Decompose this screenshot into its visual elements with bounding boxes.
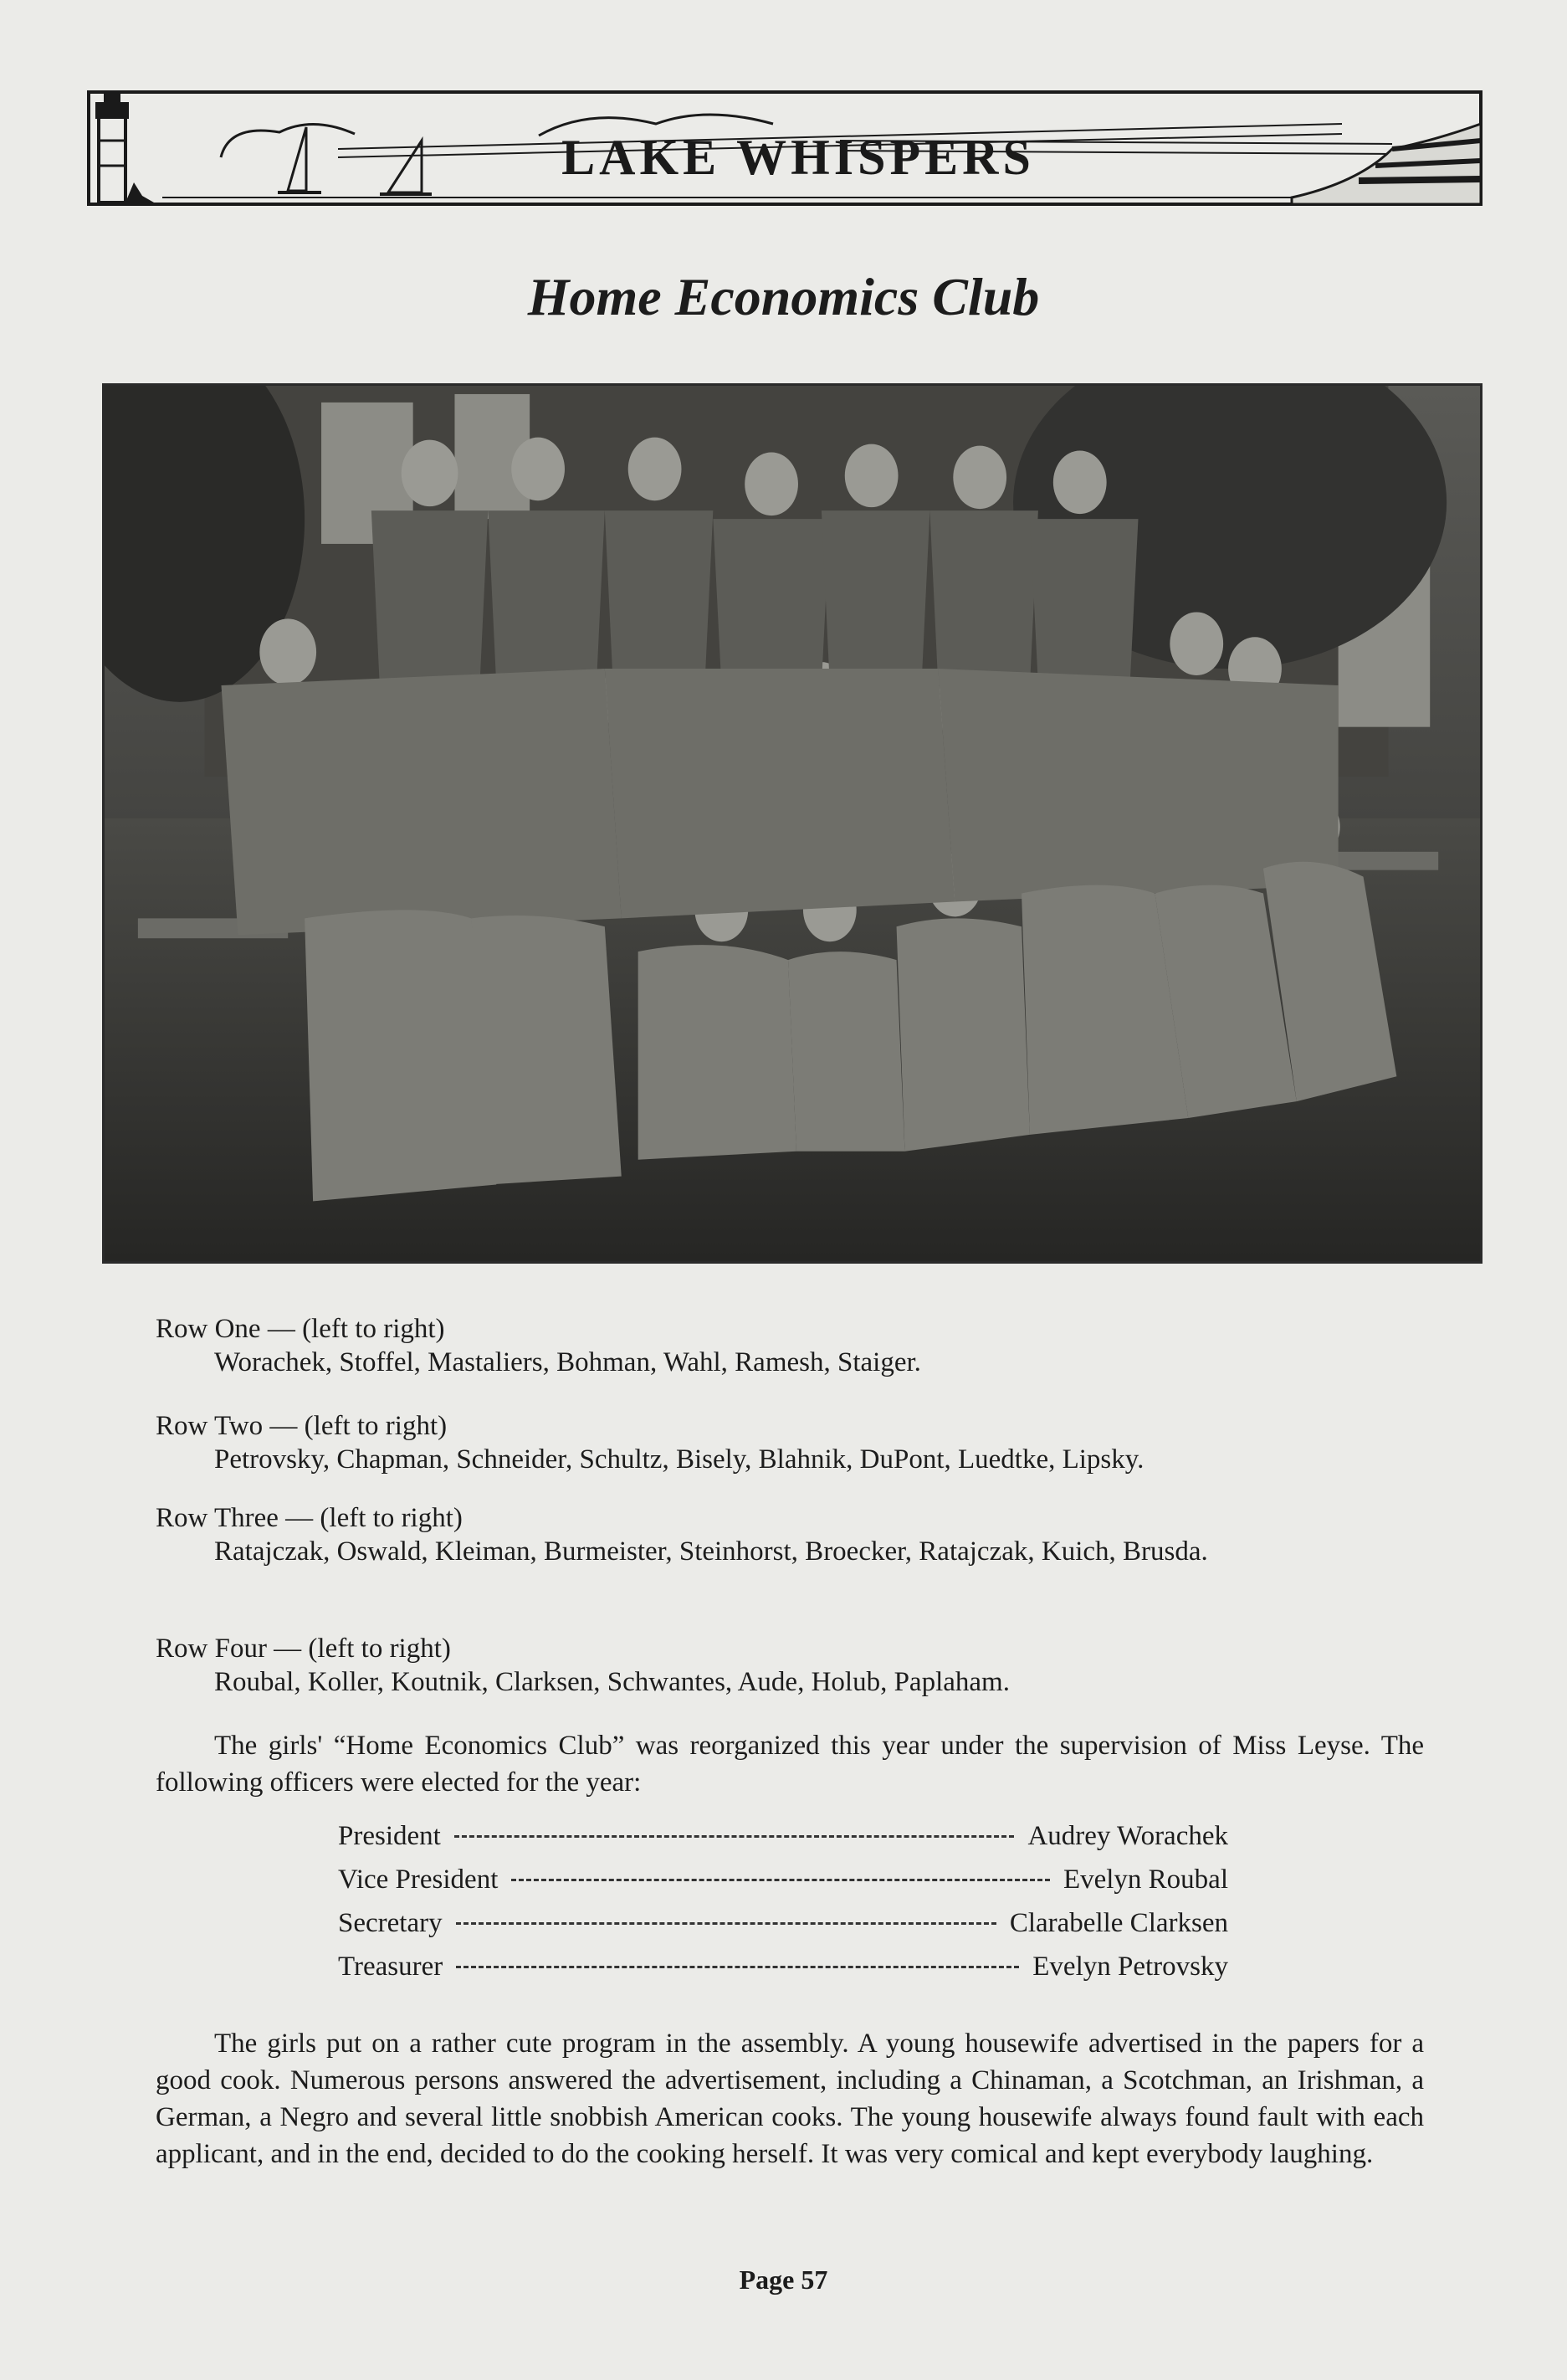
officer-row (338, 1821, 1228, 1865)
page-number: Page 57 (739, 2265, 828, 2295)
row-heading: Row Three — (left to right) (156, 1503, 463, 1533)
officer-row (338, 1908, 1228, 1952)
dotted-leader (456, 1922, 996, 1925)
dotted-leader (456, 1966, 1019, 1968)
officer-title: Treasurer (338, 1952, 443, 1982)
officer-title: President (338, 1821, 441, 1851)
row-heading: Row Two — (left to right) (156, 1411, 448, 1441)
header-banner (87, 90, 1483, 208)
roster-row-two (156, 1409, 1427, 1476)
banner-title: LAKE WHISPERS (561, 129, 1035, 185)
row-heading: Row One — (left to right) (156, 1314, 445, 1344)
officer-title: Vice President (338, 1865, 499, 1895)
group-photo-icon (105, 386, 1480, 1261)
roster-row-one (156, 1312, 1427, 1379)
officer-name: Evelyn Roubal (1063, 1865, 1228, 1895)
sailboat-icon (278, 127, 321, 192)
intro-paragraph: The girls' “Home Economics Club” was reorganized this year under the supervision of Miss Leyse. The following officers were elected for the year: (156, 1731, 1424, 1798)
officer-row (338, 1952, 1228, 1995)
lighthouse-icon (95, 94, 154, 203)
officer-name: Audrey Worachek (1027, 1821, 1228, 1851)
officer-name: Evelyn Petrovsky (1032, 1952, 1228, 1982)
officer-title: Secretary (338, 1908, 443, 1938)
row-heading: Row Four — (left to right) (156, 1634, 451, 1664)
program-paragraph: The girls put on a rather cute program in the assembly. A young housewife advertised in the papers for a good cook. Numerous persons answered the advertisement, including a Chinaman, a Scotchman, an Irishman, a German, a Negro and several little snobbish American cooks. The young housewife always found fault with each applicant, and in the end, decided to do the cooking herself. It was very comical and kept everybody laughing. (156, 2029, 1424, 2169)
dotted-leader (454, 1835, 1015, 1838)
group-photo (102, 383, 1483, 1264)
officer-row (338, 1865, 1228, 1908)
officer-name: Clarabelle Clarksen (1009, 1908, 1228, 1938)
sailboat-icon (380, 141, 432, 194)
row-names: Petrovsky, Chapman, Schneider, Schultz, Bisely, Blahnik, DuPont, Luedtke, Lipsky. (214, 1444, 1145, 1475)
dotted-leader (511, 1879, 1050, 1881)
roster-row-four (156, 1632, 1427, 1699)
page-title: Home Economics Club (527, 267, 1040, 326)
row-names: Ratajczak, Oswald, Kleiman, Burmeister, Steinhorst, Broecker, Ratajczak, Kuich, Brusda. (214, 1536, 1208, 1567)
officers-list (338, 1821, 1228, 1995)
row-names: Worachek, Stoffel, Mastaliers, Bohman, Wahl, Ramesh, Staiger. (214, 1347, 921, 1377)
row-names: Roubal, Koller, Koutnik, Clarksen, Schwantes, Aude, Holub, Paplaham. (214, 1667, 1010, 1697)
roster-row-three (156, 1501, 1427, 1568)
